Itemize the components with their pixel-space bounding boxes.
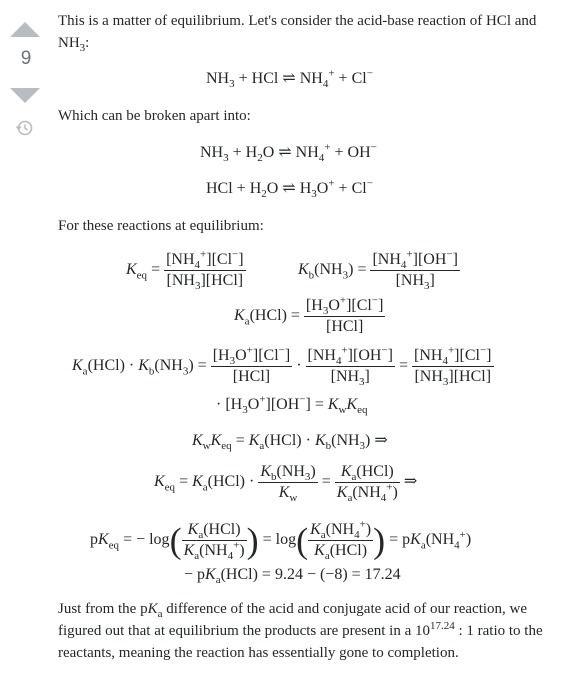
equation-pkeq-result: − $pK_a(HCl) = 9.24 - (-8) = 17.24$ xyxy=(184,566,401,587)
equation-overall-reaction: $NH_3$ + HCl ⇌ $NH_4^+ + Cl^-$ xyxy=(206,67,373,91)
downvote-arrow-icon[interactable] xyxy=(10,88,40,103)
conclusion-k: K xyxy=(147,601,158,617)
vote-count: 9 xyxy=(20,48,32,69)
equilibrium-paragraph: For these reactions at equilibrium: xyxy=(58,218,264,234)
conclusion-paragraph xyxy=(58,598,558,664)
conclusion-text-a: Just from the p xyxy=(58,601,148,617)
history-icon[interactable] xyxy=(14,118,34,138)
pkeq-result-value: = 9.24 − (−8) = 17.24 xyxy=(261,566,401,583)
equation-keq-definition: $K_{eq}$ = $\frac{[NH_4^+][Cl^-]}{[NH_3][HCl]}$ xyxy=(126,248,244,293)
intro-paragraph xyxy=(58,10,558,54)
equation-ka-kb-product: $K_a(HCl) \cdot K_b(NH_3)$ = $\frac{[H_3O^+][Cl^-]}{\text{[HCl]}}$ · $\frac{[NH_4^+][OH^-]}{[NH_3]}$ = $\frac{[NH_4^+][Cl^-]}{[NH_3][HCl]}$ xyxy=(72,344,492,389)
equation-kb-definition: $K_b(NH_3)$ = $\frac{[NH_4^+][OH^-]}{[NH_3]}$ xyxy=(298,248,458,293)
equation-kw-keq: $K_wK_{eq} = K_a(HCl) \cdot K_b(NH_3)$ ⇒ xyxy=(192,432,388,453)
conclusion-exponent: 17.24 xyxy=(429,620,455,632)
equation-keq-ratio: $K_{eq} = K_a(HCl)$ · $\frac{K_b(NH_3)}{K_w}$ = $\frac{K_a(HCl)}{K_a(NH_4^+)}$ ⇒ xyxy=(154,463,418,505)
equation-pkeq: $pK_{eq}$ = − log( $\frac{K_a(HCl)}{K_a(NH_4^+)}$ ) = log( $\frac{K_a(NH_4^+)}{K_a(HCl)}$ ) = $pK_a(NH_4^+)$ xyxy=(90,518,472,563)
intro-end: : xyxy=(85,35,90,51)
equation-ka-definition: $K_a(HCl)$ = $\frac{[H_3O^+][Cl^-]}{\text{[HCl]}}$ xyxy=(234,294,384,335)
upvote-arrow-icon[interactable] xyxy=(10,22,40,37)
equation-kw-product: · $[H_3O^+][OH^-] = K_wK_{eq}$ xyxy=(216,393,368,417)
intro-text: This is a matter of equilibrium. Let's consider the acid-base reaction of HCl and NH xyxy=(58,13,537,51)
broken-apart-paragraph: Which can be broken apart into: xyxy=(58,108,251,124)
conclusion-text-b: difference of the acid and conjugate acid of our reaction, we figured out that at equilibrium the products are present in a 10 xyxy=(58,601,528,639)
conclusion-text-c: : 1 ratio to the reactants, meaning the reaction has essentially gone to completion. xyxy=(58,623,543,661)
conclusion-k-sub: a xyxy=(157,608,163,620)
equation-ammonia-water: $NH_3 + H_2O$ ⇌ $NH_4^+ + OH^-$ xyxy=(200,141,377,165)
equation-hcl-water: HCl + $H_2O$ ⇌ $H_3O^+ + Cl^-$ xyxy=(206,177,373,201)
intro-sub: 3 xyxy=(79,42,86,54)
